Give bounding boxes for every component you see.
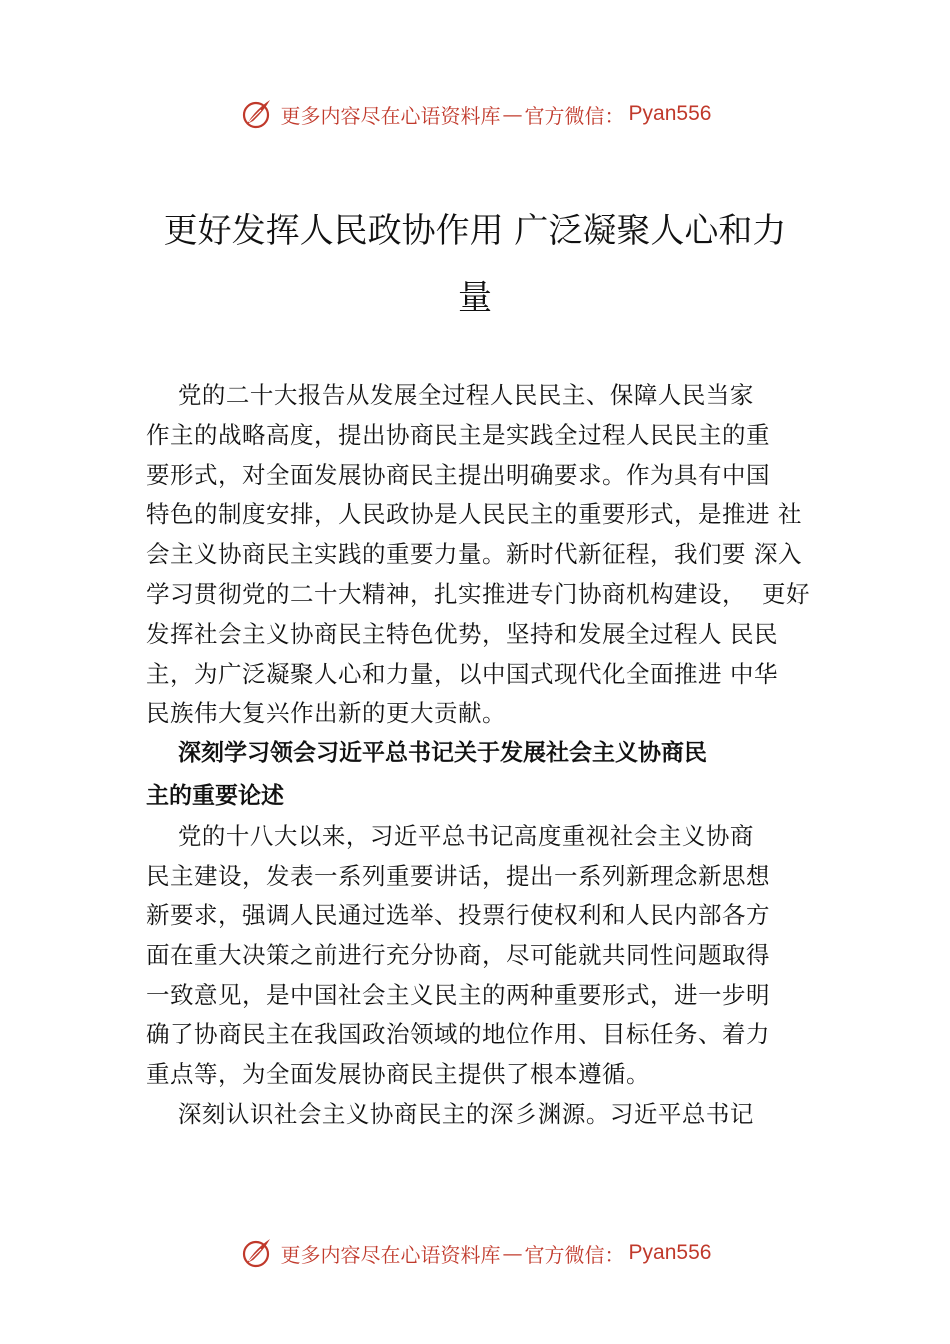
banner-wechat-label: 官方微信： — [524, 1242, 625, 1267]
banner-wechat-id: Pyan556 — [628, 1241, 712, 1264]
section-heading-line: 主的重要论述 — [146, 783, 284, 809]
body-line: 面在重大决策之前进行充分协商，尽可能就共同性问题取得 — [146, 941, 770, 969]
banner-dash: — — [502, 1241, 523, 1265]
body-line: 会主义协商民主实践的重要力量。新时代新征程，我们要 深入 — [146, 540, 802, 568]
banner-text: 更多内容尽在心语资料库 — [280, 103, 501, 128]
body-line: 民族伟大复兴作出新的更大贡献。 — [146, 699, 506, 727]
footer-watermark-banner — [0, 1231, 950, 1275]
banner-dash: — — [502, 102, 523, 126]
body-line: 一致意见，是中国社会主义民主的两种重要形式，进一步明 — [146, 981, 770, 1009]
header-watermark-banner — [0, 92, 950, 136]
body-line: 要形式，对全面发展协商民主提出明确要求。作为具有中国 — [146, 461, 770, 489]
banner-text: 更多内容尽在心语资料库 — [280, 1242, 501, 1267]
document-title-line-2: 量 — [458, 278, 492, 318]
body-line: 民主建设，发表一系列重要讲话，提出一系列新理念新思想 — [146, 862, 770, 890]
document-title-line-1: 更好发挥人民政协作用 广泛凝聚人心和力 — [163, 211, 787, 251]
body-line: 发挥社会主义协商民主特色优势，坚持和发展全过程人 民民 — [146, 620, 778, 648]
quill-seal-icon — [239, 1235, 275, 1271]
body-line: 党的二十大报告从发展全过程人民民主、保障人民当家 — [146, 381, 754, 409]
body-line: 作主的战略高度，提出协商民主是实践全过程人民民主的重 — [146, 421, 770, 449]
banner-wechat-label: 官方微信： — [524, 103, 625, 128]
body-line: 特色的制度安排，人民政协是人民民主的重要形式，是推进 社 — [146, 500, 802, 528]
body-line: 深刻认识社会主义协商民主的深⼺渊源。习近平总书记 — [146, 1100, 754, 1128]
body-line: 重点等，为全面发展协商民主提供了根本遵循。 — [146, 1060, 650, 1088]
quill-seal-icon — [239, 96, 275, 132]
body-line: 确了协商民主在我国政治领域的地位作用、目标任务、着力 — [146, 1020, 770, 1048]
body-line: 主，为广泛凝聚人心和力量，以中国式现代化全面推进 中华 — [146, 660, 778, 688]
body-line: 党的十八大以来，习近平总书记高度重视社会主义协商 — [146, 822, 754, 850]
banner-wechat-id: Pyan556 — [628, 102, 712, 125]
body-line: 新要求，强调人民通过选举、投票行使权利和人民内部各方 — [146, 901, 770, 929]
section-heading-line: 深刻学习领会习近平总书记关于发展社会主义协商民 — [146, 740, 708, 766]
body-line: 学习贯彻党的二十大精神，扎实推进专门协商机构建设， 更好 — [146, 580, 810, 608]
